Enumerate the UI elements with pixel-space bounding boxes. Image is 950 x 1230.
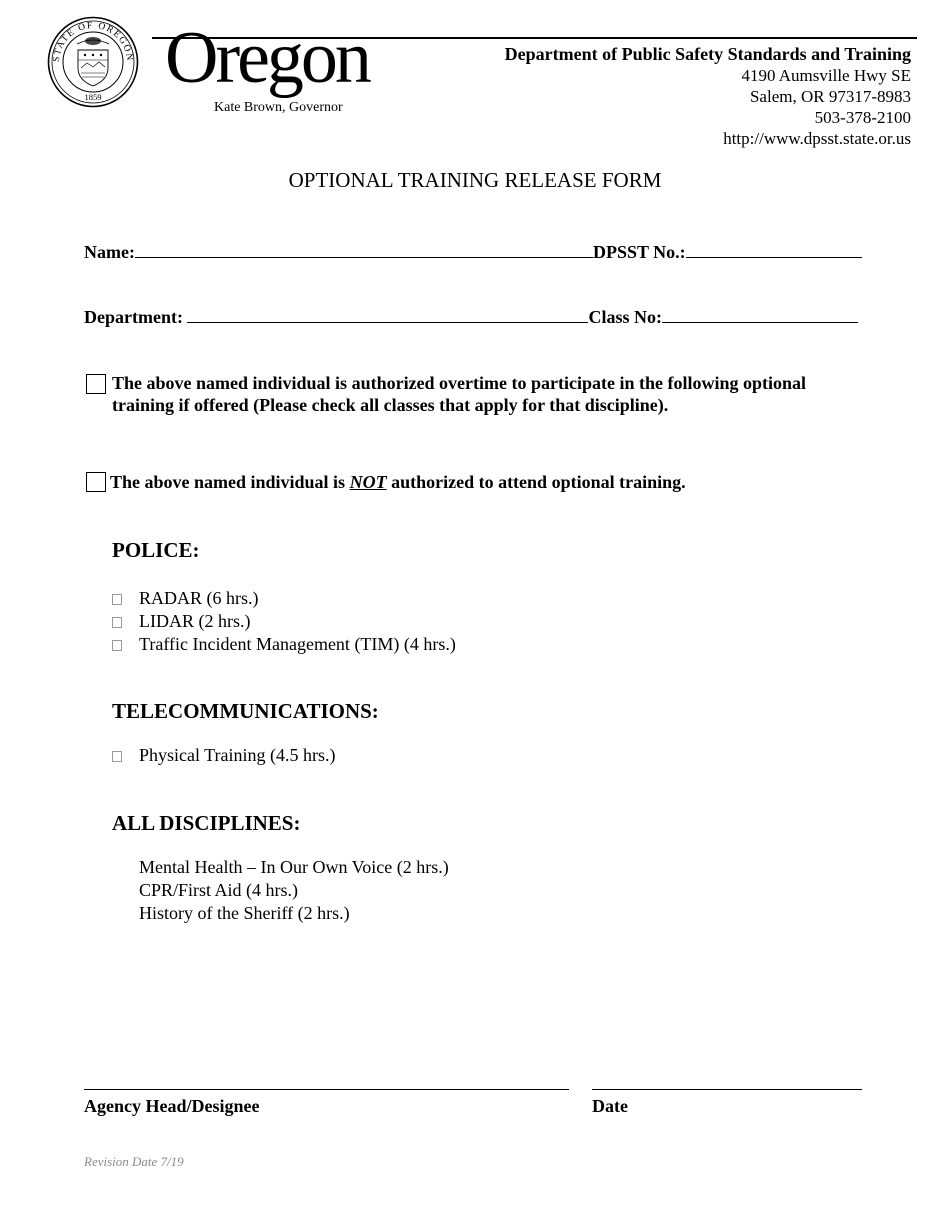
course-label: CPR/First Aid (4 hrs.)	[139, 880, 299, 900]
form-title: OPTIONAL TRAINING RELEASE FORM	[288, 168, 662, 192]
seal-top-text: STATE OF OREGON	[51, 20, 135, 63]
date-label: Date	[592, 1096, 628, 1116]
telecommunications-heading: TELECOMMUNICATIONS:	[112, 699, 379, 723]
department-label: Department:	[84, 307, 183, 327]
oregon-state-seal	[47, 16, 139, 108]
governor-name: Kate Brown, Governor	[214, 100, 343, 115]
course-checkbox[interactable]	[112, 751, 122, 762]
course-item	[139, 880, 298, 901]
not-authorized-checkbox[interactable]	[86, 472, 106, 492]
all-disciplines-heading: ALL DISCIPLINES:	[112, 811, 301, 835]
authorized-checkbox[interactable]	[86, 374, 106, 394]
revision-date: Revision Date 7/19	[84, 1154, 184, 1169]
course-item	[139, 857, 449, 878]
course-item	[112, 634, 456, 655]
not-emphasis: NOT	[349, 472, 387, 492]
dpsst-label: DPSST No.:	[592, 242, 686, 262]
name-input-line[interactable]	[135, 243, 593, 258]
agency-signature-line[interactable]	[84, 1089, 569, 1090]
not-authorized-text-before: The above named individual is	[110, 472, 350, 492]
department-row	[84, 307, 858, 328]
not-authorized-statement	[110, 472, 686, 493]
date-signature-line[interactable]	[592, 1089, 862, 1090]
name-label: Name:	[84, 242, 135, 262]
course-label: History of the Sheriff (2 hrs.)	[139, 903, 350, 923]
police-heading: POLICE:	[112, 538, 200, 562]
address-line1: 4190 Aumsville Hwy SE	[741, 66, 911, 85]
course-checkbox[interactable]	[112, 594, 122, 605]
course-checkbox[interactable]	[112, 617, 122, 628]
department-contact-block	[505, 44, 911, 149]
course-item	[112, 588, 259, 609]
course-checkbox[interactable]	[112, 640, 122, 651]
class-label: Class No:	[588, 307, 662, 327]
phone-number: 503-378-2100	[814, 108, 911, 127]
course-label: LIDAR (2 hrs.)	[139, 611, 251, 631]
department-input-line[interactable]	[187, 308, 588, 323]
seal-year: 1859	[84, 92, 102, 102]
authorized-statement: The above named individual is authorized overtime to participate in the following optional training if offered (Please check all classes that apply for that discipline).	[112, 373, 807, 415]
agency-head-label: Agency Head/Designee	[84, 1096, 260, 1116]
not-authorized-text-after: authorized to attend optional training.	[386, 472, 686, 492]
dpsst-input-line[interactable]	[686, 243, 862, 258]
course-label: Traffic Incident Management (TIM) (4 hrs.)	[139, 634, 456, 654]
class-input-line[interactable]	[662, 308, 858, 323]
course-item	[112, 611, 250, 632]
name-row	[84, 242, 862, 263]
course-item	[139, 903, 350, 924]
oregon-wordmark: Oregon	[165, 17, 369, 99]
department-name: Department of Public Safety Standards and Training	[504, 44, 911, 64]
address-line2: Salem, OR 97317-8983	[749, 87, 911, 106]
course-item	[112, 745, 336, 766]
course-label: Mental Health – In Our Own Voice (2 hrs.)	[139, 857, 449, 877]
course-label: RADAR (6 hrs.)	[139, 588, 259, 608]
website[interactable]: http://www.dpsst.state.or.us	[723, 129, 911, 148]
course-label: Physical Training (4.5 hrs.)	[139, 745, 336, 765]
